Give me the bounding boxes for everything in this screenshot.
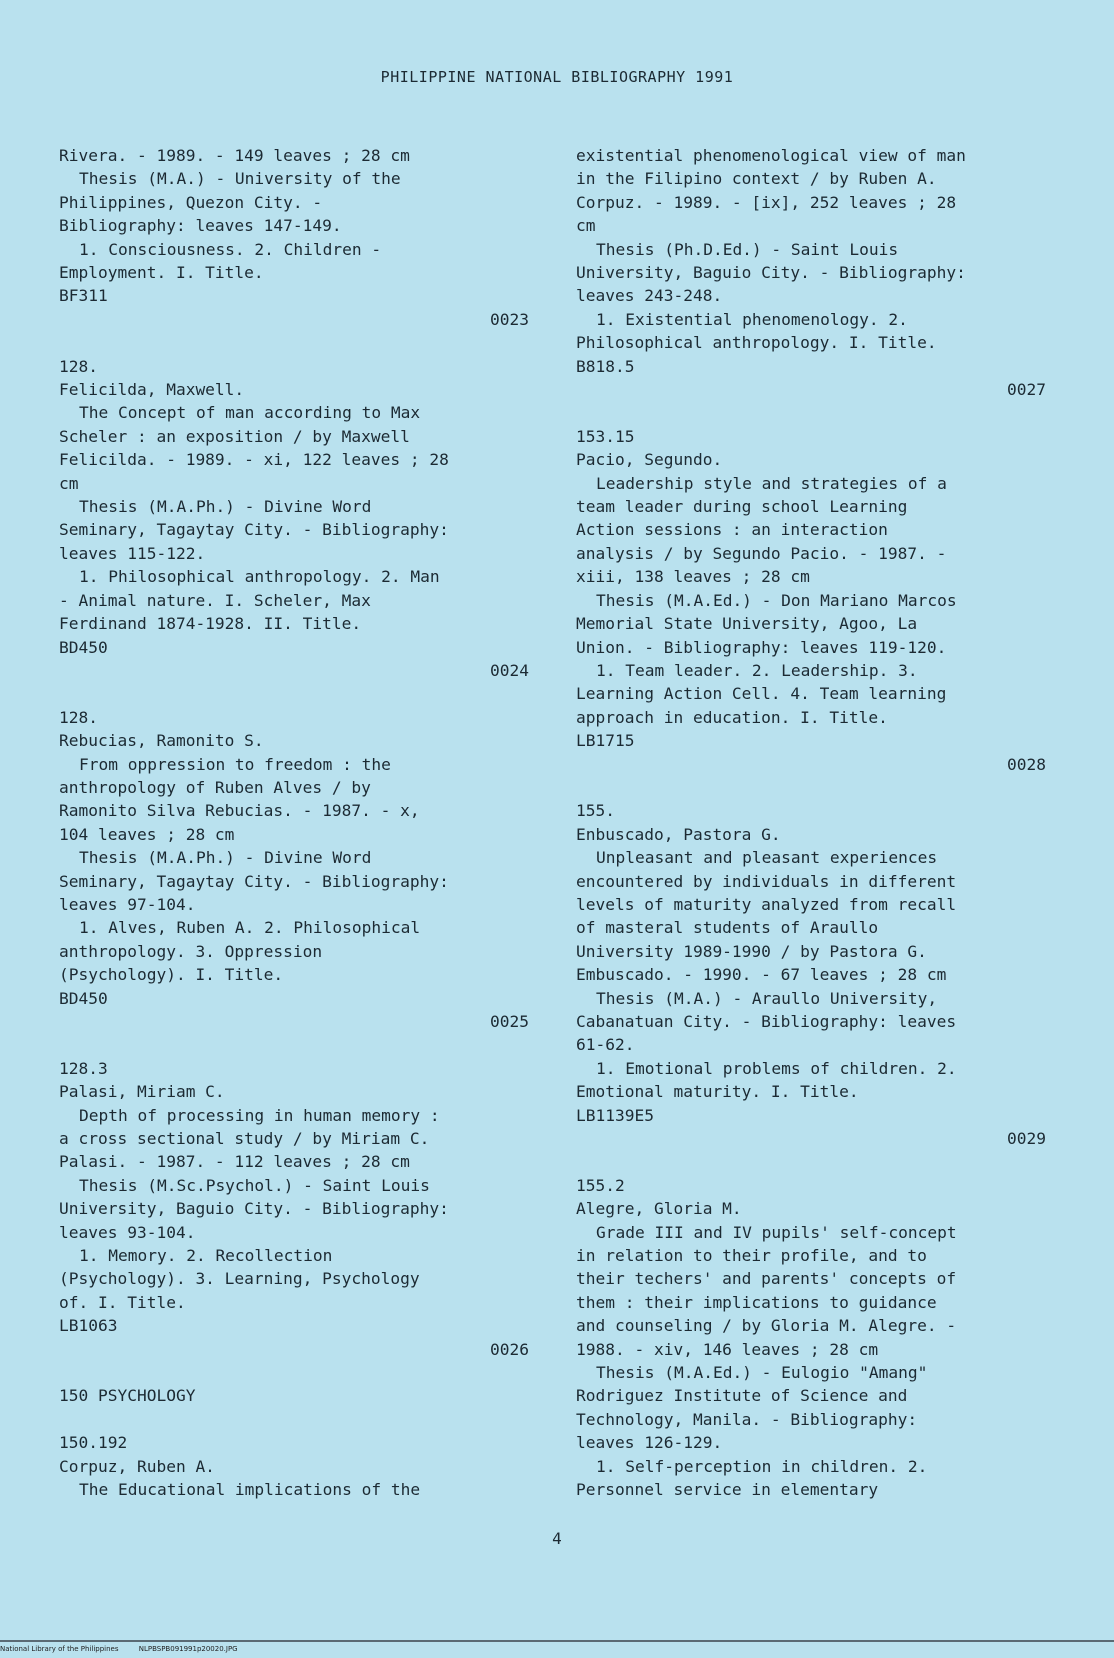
entry-line: 128.3: [59, 1058, 108, 1078]
entry-number: 0024: [490, 660, 529, 680]
entry-line-indented: From oppression to freedom : the: [79, 754, 391, 774]
footer-rule: [0, 1640, 1114, 1642]
entry-line-indented: Unpleasant and pleasant experiences: [596, 848, 938, 868]
entry-line: Embuscado. - 1990. - 67 leaves ; 28 cm: [576, 965, 947, 985]
entry-line-indented: The Concept of man according to Max: [79, 403, 421, 423]
entry-line: leaves 97-104.: [59, 894, 196, 914]
entry-line-indented: Leadership style and strategies of a: [596, 473, 947, 493]
entry-line-indented: Depth of processing in human memory :: [79, 1105, 440, 1125]
entry-line-indented: Thesis (Ph.D.Ed.) - Saint Louis: [596, 239, 899, 259]
entry-line: analysis / by Segundo Pacio. - 1987. -: [576, 543, 947, 563]
section-heading: 150 PSYCHOLOGY: [59, 1386, 196, 1406]
entry-line: Technology, Manila. - Bibliography:: [576, 1409, 918, 1429]
entry-line-indented: 1. Philosophical anthropology. 2. Man: [79, 567, 440, 587]
entry-line: 155.2: [576, 1175, 625, 1195]
entry-line: Cabanatuan City. - Bibliography: leaves: [576, 1012, 957, 1031]
entry-line: Action sessions : an interaction: [576, 520, 888, 540]
entry-line-indented: 1. Alves, Ruben A. 2. Philosophical: [79, 918, 421, 938]
spacer: [576, 776, 1046, 799]
entry-line: of. I. Title.: [59, 1292, 186, 1312]
entry-line: leaves 93-104.: [59, 1222, 196, 1242]
entry-line: Palasi, Miriam C.: [59, 1082, 225, 1102]
entry-line: BF311: [59, 286, 108, 306]
page-header: PHILIPPINE NATIONAL BIBLIOGRAPHY 1991: [380, 68, 734, 86]
entry-line: Ferdinand 1874-1928. II. Title.: [59, 614, 362, 634]
entry-line: Bibliography: leaves 147-149.: [59, 216, 342, 236]
entry-line: University, Baguio City. - Bibliography:: [576, 263, 966, 283]
entry-line: Enbuscado, Pastora G.: [576, 824, 781, 844]
entry-line: Pacio, Segundo.: [576, 450, 723, 470]
entry-line: levels of maturity analyzed from recall: [576, 894, 957, 914]
entry-line-indented: Thesis (M.A.Ed.) - Don Mariano Marcos: [596, 590, 957, 610]
entry-line: anthropology. 3. Oppression: [59, 941, 323, 961]
entry-line: Philippines, Quezon City. -: [59, 192, 323, 212]
entry-line: their techers' and parents' concepts of: [576, 1269, 957, 1289]
entry-line: of masteral students of Araullo: [576, 918, 879, 938]
entry-line-indented: Thesis (M.A.Ph.) - Divine Word: [79, 848, 372, 868]
entry-line: Seminary, Tagaytay City. - Bibliography:: [59, 520, 449, 540]
entry-number: 0027: [1007, 380, 1046, 400]
entry-line: Employment. I. Title.: [59, 263, 264, 283]
entry-line: Felicilda, Maxwell.: [59, 380, 245, 400]
left-column: [59, 144, 529, 1501]
entry-line: a cross sectional study / by Miriam C.: [59, 1129, 430, 1149]
spacer: [59, 331, 529, 354]
entry-line-indented: Thesis (M.A.) - University of the: [79, 169, 401, 189]
entry-line: BD450: [59, 988, 108, 1008]
entry-line: Palasi. - 1987. - 112 leaves ; 28 cm: [59, 1152, 410, 1172]
footer-file: NLPBSPB091991p20020.JPG: [138, 1645, 238, 1653]
entry-line: 155.: [576, 801, 615, 821]
entry-line: xiii, 138 leaves ; 28 cm: [576, 567, 810, 587]
entry-line: leaves 126-129.: [576, 1433, 723, 1453]
entry-line-indented: The Educational implications of the: [79, 1480, 421, 1500]
entry-line: 128.: [59, 707, 98, 727]
entry-line: cm: [59, 473, 79, 493]
entry-number: 0025: [490, 1012, 529, 1031]
entry-line: and counseling / by Gloria M. Alegre. -: [576, 1316, 957, 1336]
entry-line: - Animal nature. I. Scheler, Max: [59, 590, 371, 610]
entry-line-indented: 1. Existential phenomenology. 2.: [596, 309, 908, 329]
entry-line: 104 leaves ; 28 cm: [59, 824, 235, 844]
entry-line: 128.: [59, 356, 98, 376]
page-number: 4: [552, 1529, 562, 1548]
entry-line: Emotional maturity. I. Title.: [576, 1082, 859, 1102]
footer-library: National Library of the Philippines: [0, 1645, 119, 1653]
entry-line-indented: Grade III and IV pupils' self-concept: [596, 1222, 957, 1242]
entry-number: 0029: [1007, 1129, 1046, 1149]
entry-line: Rivera. - 1989. - 149 leaves ; 28 cm: [59, 146, 410, 165]
entry-line: Corpuz. - 1989. - [ix], 252 leaves ; 28: [576, 192, 957, 212]
entry-line: (Psychology). I. Title.: [59, 965, 284, 985]
entry-line: (Psychology). 3. Learning, Psychology: [59, 1269, 420, 1289]
entry-line: Corpuz, Ruben A.: [59, 1456, 215, 1476]
entry-line: LB1139E5: [576, 1105, 654, 1125]
entry-line-indented: 1. Memory. 2. Recollection: [79, 1246, 333, 1266]
entry-line-indented: 1. Team leader. 2. Leadership. 3.: [596, 660, 918, 680]
entry-line: Felicilda. - 1989. - xi, 122 leaves ; 28: [59, 450, 449, 470]
entry-line: 1988. - xiv, 146 leaves ; 28 cm: [576, 1339, 879, 1359]
entry-line-indented: Thesis (M.Sc.Psychol.) - Saint Louis: [79, 1175, 430, 1195]
entry-line: BD450: [59, 637, 108, 657]
entry-line: LB1063: [59, 1316, 118, 1336]
spacer: [59, 1033, 529, 1056]
entry-line: 61-62.: [576, 1035, 635, 1055]
spacer: [59, 682, 529, 705]
entry-line: LB1715: [576, 731, 635, 751]
entry-line-indented: 1. Emotional problems of children. 2.: [596, 1058, 957, 1078]
entry-line: leaves 243-248.: [576, 286, 723, 306]
entry-line-indented: 1. Consciousness. 2. Children -: [79, 239, 382, 259]
entry-line: in the Filipino context / by Ruben A.: [576, 169, 937, 189]
entry-line-indented: Thesis (M.A.Ph.) - Divine Word: [79, 497, 372, 517]
entry-line: Philosophical anthropology. I. Title.: [576, 333, 937, 353]
entry-line: Rebucias, Ramonito S.: [59, 731, 264, 751]
entry-line: approach in education. I. Title.: [576, 707, 888, 727]
entry-line: 150.192: [59, 1433, 128, 1453]
entry-line: them : their implications to guidance: [576, 1292, 937, 1312]
entry-line: in relation to their profile, and to: [576, 1246, 927, 1266]
entry-line: Learning Action Cell. 4. Team learning: [576, 684, 947, 704]
right-column: [576, 144, 1046, 1502]
entry-line: Memorial State University, Agoo, La: [576, 614, 918, 634]
entry-line: B818.5: [576, 356, 635, 376]
entry-line-indented: 1. Self-perception in children. 2.: [596, 1456, 928, 1476]
entry-line: leaves 115-122.: [59, 543, 206, 563]
entry-line-indented: Thesis (M.A.) - Araullo University,: [596, 988, 938, 1008]
entry-line: Alegre, Gloria M.: [576, 1199, 742, 1219]
entry-line: Scheler : an exposition / by Maxwell: [59, 426, 410, 446]
entry-line: team leader during school Learning: [576, 497, 908, 517]
spacer: [59, 1408, 529, 1431]
entry-line: encountered by individuals in different: [576, 871, 957, 891]
entry-line: existential phenomenological view of man: [576, 146, 966, 165]
entry-line: University, Baguio City. - Bibliography:: [59, 1199, 449, 1219]
entry-line: anthropology of Ruben Alves / by: [59, 777, 371, 797]
entry-line: Personnel service in elementary: [576, 1480, 879, 1500]
entry-line: Union. - Bibliography: leaves 119-120.: [576, 637, 947, 657]
entry-line: Rodriguez Institute of Science and: [576, 1386, 908, 1406]
entry-line: Ramonito Silva Rebucias. - 1987. - x,: [59, 801, 420, 821]
entry-number: 0026: [490, 1339, 529, 1359]
entry-line: University 1989-1990 / by Pastora G.: [576, 941, 927, 961]
entry-number: 0028: [1007, 754, 1046, 774]
spacer: [59, 1361, 529, 1384]
spacer: [576, 401, 1046, 424]
entry-number: 0023: [490, 309, 529, 329]
entry-line: cm: [576, 216, 596, 236]
spacer: [576, 1150, 1046, 1173]
entry-line: 153.15: [576, 426, 635, 446]
footer: [0, 1645, 256, 1653]
entry-line-indented: Thesis (M.A.Ed.) - Eulogio "Amang": [596, 1363, 928, 1383]
entry-line: Seminary, Tagaytay City. - Bibliography:: [59, 871, 449, 891]
